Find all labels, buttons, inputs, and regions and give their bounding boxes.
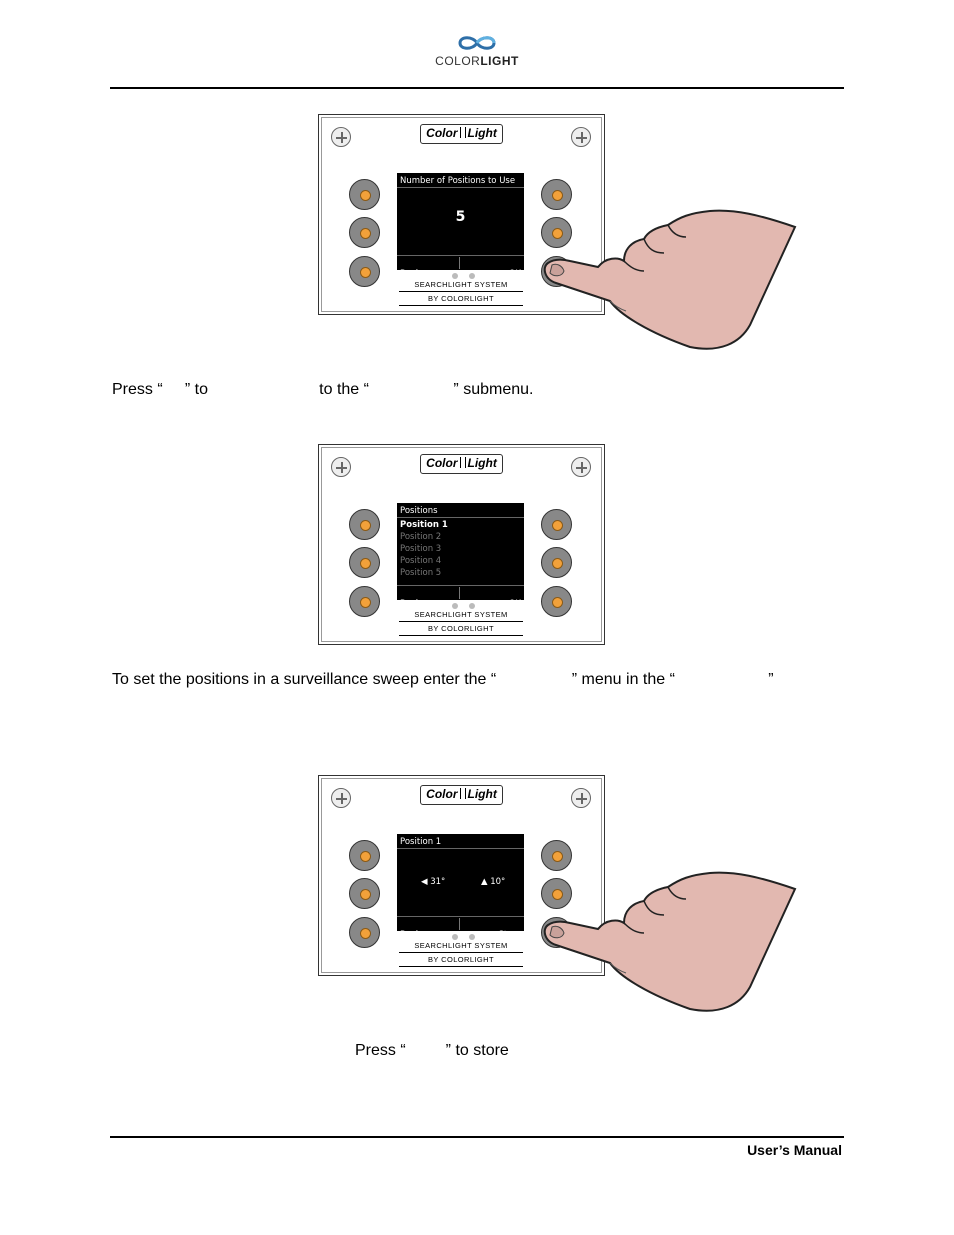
softkey-back: Back xyxy=(400,930,421,940)
screen-title: Number of Positions to Use xyxy=(400,176,516,186)
brand-badge: Color Light xyxy=(420,454,503,474)
pointing-hand-icon xyxy=(540,205,800,355)
header-rule xyxy=(110,87,844,89)
footer-rule xyxy=(110,1136,844,1138)
screw-icon xyxy=(331,457,351,477)
left-button-3[interactable] xyxy=(349,256,380,287)
softkey-back: Back xyxy=(400,269,421,279)
left-button-3[interactable] xyxy=(349,917,380,948)
system-label: SEARCHLIGHT SYSTEM xyxy=(414,941,508,950)
positions-count: 5 xyxy=(455,209,466,225)
by-label: BY COLORLIGHT xyxy=(428,955,494,964)
logo-wordmark: COLORLIGHT xyxy=(435,54,519,68)
left-button-1[interactable] xyxy=(349,179,380,210)
by-label: BY COLORLIGHT xyxy=(428,294,494,303)
screw-icon xyxy=(571,457,591,477)
menu-item-position-2[interactable]: Position 2 xyxy=(400,532,442,542)
tilt-readout: ▲ 10° xyxy=(481,877,506,887)
pan-readout: ◀ 31° xyxy=(421,877,446,887)
system-label: SEARCHLIGHT SYSTEM xyxy=(414,610,508,619)
lcd-screen xyxy=(397,503,524,609)
instruction-text-2: To set the positions in a surveillance sweep enter the “ ” menu in the “ ” xyxy=(112,671,774,688)
lcd-screen xyxy=(397,173,524,279)
colorlight-logo xyxy=(430,33,524,73)
menu-item-position-5[interactable]: Position 5 xyxy=(400,568,442,578)
left-button-3[interactable] xyxy=(349,586,380,617)
screw-icon xyxy=(571,127,591,147)
system-label: SEARCHLIGHT SYSTEM xyxy=(414,280,508,289)
footer-manual-label: User’s Manual xyxy=(747,1142,842,1158)
lcd-screen xyxy=(397,834,524,940)
left-button-1[interactable] xyxy=(349,509,380,540)
screw-icon xyxy=(331,127,351,147)
left-button-1[interactable] xyxy=(349,840,380,871)
screw-icon xyxy=(331,788,351,808)
softkey-store: Store xyxy=(498,930,521,940)
screw-icon xyxy=(571,788,591,808)
right-button-2[interactable] xyxy=(541,547,572,578)
brand-badge: Color Light xyxy=(420,785,503,805)
screen-title: Position 1 xyxy=(400,837,442,847)
left-button-2[interactable] xyxy=(349,217,380,248)
menu-item-position-3[interactable]: Position 3 xyxy=(400,544,442,554)
softkey-back: Back xyxy=(400,599,421,609)
pointing-hand-icon xyxy=(540,867,800,1017)
right-button-ok[interactable] xyxy=(541,586,572,617)
by-label: BY COLORLIGHT xyxy=(428,624,494,633)
instruction-text-3: Press “ ” to store xyxy=(355,1042,509,1059)
softkey-ok: OK xyxy=(508,599,521,609)
right-button-1[interactable] xyxy=(541,509,572,540)
left-button-2[interactable] xyxy=(349,547,380,578)
menu-item-position-4[interactable]: Position 4 xyxy=(400,556,442,566)
instruction-text-1: Press “ ” to to the “ ” submenu. xyxy=(112,381,534,398)
left-button-2[interactable] xyxy=(349,878,380,909)
infinity-icon xyxy=(454,33,500,53)
screen-title: Positions xyxy=(400,506,438,516)
menu-item-position-1[interactable]: Position 1 xyxy=(400,520,448,530)
control-panel-2 xyxy=(318,444,605,645)
softkey-ok: OK xyxy=(508,269,521,279)
brand-badge: Color Light xyxy=(420,124,503,144)
